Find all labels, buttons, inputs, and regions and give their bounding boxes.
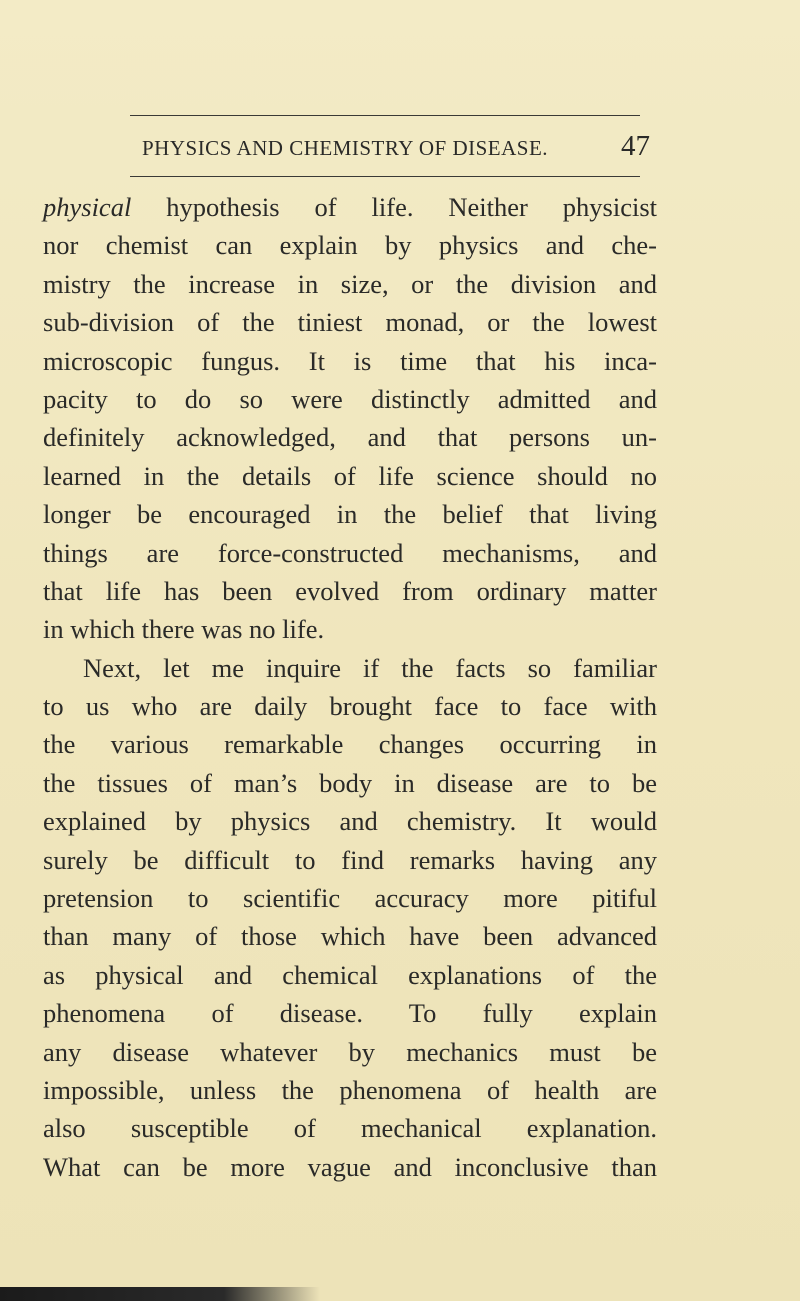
text-line: mistry the increase in size, or the division and (43, 268, 657, 299)
text-line: also susceptible of mechanical explanation. (43, 1113, 657, 1144)
text-line: longer be encouraged in the belief that living (43, 499, 657, 530)
text-line: the tissues of man’s body in disease are to be (43, 767, 657, 798)
text-line: any disease whatever by mechanics must be (43, 1036, 657, 1067)
page-number: 47 (621, 130, 650, 162)
text-line: to us who are daily brought face to face with (43, 691, 657, 722)
text-line: learned in the details of life science should no (43, 460, 657, 491)
text-line: impossible, unless the phenomena of health are (43, 1074, 657, 1105)
body-text (43, 188, 657, 1186)
running-head-title: PHYSICS AND CHEMISTRY OF DISEASE. (142, 136, 549, 160)
text-line: surely be difficult to find remarks having any (43, 844, 657, 875)
text-line: the various remarkable changes occurring in (43, 729, 657, 760)
running-head (130, 130, 650, 166)
text-line: things are force-constructed mechanisms, and (43, 537, 657, 568)
italic-word: physical (43, 192, 132, 222)
paragraph-start-line: Next, let me inquire if the facts so familiar (83, 652, 657, 683)
text-line: physical hypothesis of life. Neither physicist (43, 192, 657, 222)
paragraph-end-line: in which there was no life. (43, 614, 325, 645)
text-line: definitely acknowledged, and that persons un- (43, 422, 657, 453)
header-top-rule (130, 115, 640, 116)
text-line: as physical and chemical explanations of the (43, 959, 657, 990)
scan-edge-shadow (0, 1287, 320, 1301)
text-line: than many of those which have been advanced (43, 921, 657, 952)
text-line: nor chemist can explain by physics and che- (43, 230, 657, 261)
text-line: explained by physics and chemistry. It would (43, 806, 657, 837)
text-line: pretension to scientific accuracy more pitiful (43, 883, 657, 914)
text-line: pacity to do so were distinctly admitted and (43, 383, 657, 414)
text-line: What can be more vague and inconclusive than (43, 1151, 657, 1182)
text-line: phenomena of disease. To fully explain (43, 998, 657, 1029)
text-line: microscopic fungus. It is time that his inca- (43, 345, 657, 376)
header-bottom-rule (130, 176, 640, 177)
text-line: that life has been evolved from ordinary matter (43, 575, 657, 606)
text-line: sub-division of the tiniest monad, or the lowest (43, 307, 657, 338)
